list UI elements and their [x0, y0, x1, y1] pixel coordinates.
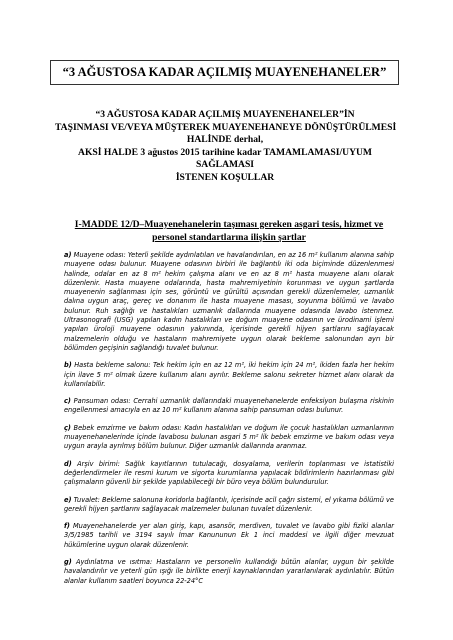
paragraph-label: g)	[64, 558, 72, 567]
paragraph-e	[64, 496, 394, 515]
paragraph-text: Hasta bekleme salonu: Tek hekim için en az 12 m², iki hekim için 24 m², ikiden fazla her hekim için ilave 5 m² olmak üzere kullanım alanı ayrılır. Bekleme salonu sekreter hizmet alanı olarak da kullanılabilir.	[64, 361, 394, 388]
paragraph-label: b)	[64, 361, 72, 370]
paragraph-g	[64, 558, 394, 586]
subtitle-line: HALİNDE derhal,	[186, 134, 264, 146]
document-subtitle	[55, 109, 395, 185]
paragraph-text: Aydınlatma ve ısıtma: Hastaların ve personelin kullandığı bütün alanlar, uygun bir şekilde havalandırılır ve yeterli gün ışığı ile birlikte enerji kaynaklarından yararlanılarak aydınlatılır. Bütün alanlar kullanım saatleri boyunca 22-24°C	[64, 558, 394, 585]
paragraph-label: d)	[64, 459, 72, 468]
paragraph-label: a)	[64, 251, 72, 259]
paragraph-label: f)	[64, 522, 70, 531]
paragraph-label: ç)	[64, 423, 71, 432]
paragraph-b	[64, 361, 394, 389]
paragraph-label: c)	[64, 397, 71, 406]
subtitle-line: TAŞINMASI VE/VEYA MÜŞTEREK MUAYENEHANEYE DÖNÜŞTÜRÜLMESİ	[55, 121, 397, 133]
paragraph-text: Tuvalet: Bekleme salonuna koridorla bağlantılı, içerisinde acil çağrı sistemi, el yıkama bölümü ve gerekli hijyen şartlarını sağlayacak malzemeler bulunan tuvalet düzenlenir.	[64, 495, 394, 513]
section-heading	[64, 219, 394, 244]
paragraph-text: Pansuman odası: Cerrahi uzmanlık dallarındaki muayenehanelerde enfeksiyon bulaşma riskinin engellenmesi amacıyla en az 10 m² kullanım alanına sahip pansuman odası bulunur.	[64, 397, 394, 415]
document-body	[64, 251, 394, 594]
section-heading-line: personel standartlarına ilişkin şartlar	[152, 231, 306, 243]
paragraph-text: Bebek emzirme ve bakım odası: Kadın hastalıkları ve doğum ile çocuk hastalıkları uzmanlarının muayenehanelerinde içinde lavabosu bulunan asgari 5 m² lik bebek emzirme ve bakım odası veya uygun arayla ayrılmış bölüm bulunur. Diğer uzmanlık dallarında aranmaz.	[64, 423, 394, 451]
subtitle-line: İSTENEN KOŞULLAR	[175, 171, 275, 183]
paragraph-c	[64, 397, 394, 416]
section-heading-line: I-MADDE 12/D–Muayenehanelerin taşıması gereken asgari tesis, hizmet ve	[74, 219, 384, 230]
paragraph-label: e)	[64, 495, 72, 504]
paragraph-d	[64, 460, 394, 488]
paragraph-text: Muayene odası: Yeterli şekilde aydınlatılan ve havalandırılan, en az 16 m² kullanım alanına sahip muayene odası bulunur. Muayene odasının birbiri ile bağlantılı iki oda biçiminde düzenlenmesi halinde, odalar en az 8 m² hekim çalışma alanı ve en az 8 m² hasta muayene alanı olarak düzenlenir. Hasta muayene odalarında, hasta mahremiyetinin korunması ve uygun şartlarda muayenenin sağlanması için ses, görüntü ve gürültü açısından gerekli düzenlemeler, uzmanlık dalına uygun araç, gereç ve donanım ile hasta muayene masası, soyunma bölümü ve lavabo bulunur. Ruh sağlığı ve hastalıkları uzmanlık dallarında muayene odasında lavabo istenmez. Ultrasonografi (USG) yapılan kadın hastalıkları ve doğum muayene odasının ve ürodinami işlemi yapılan üroloji muayene odasının yakınında, içerisinde gerekli hijyen şartlarını sağlayacak malzemelerin olduğu ve hastaların mahremiyete uygun olarak bekleme salonundan ayrı bir bölümden geçişinin sağlandığı tuvalet bulunur.	[64, 251, 394, 352]
paragraph-cc	[64, 424, 394, 452]
subtitle-line: AKSİ HALDE 3 ağustos 2015 tarihine kadar TAMAMLAMASI/UYUM	[78, 146, 372, 158]
paragraph-text: Muayenehanelerde yer alan giriş, kapı, asansör, merdiven, tuvalet ve lavabo gibi fiziki alanlar 3/5/1985 tarihli ve 3194 sayılı İmar Kanununun Ek 1 inci maddesi ve ilgili diğer mevzuat hükümlerine uygun olarak düzenlenir.	[64, 522, 394, 549]
paragraph-a	[64, 251, 394, 353]
paragraph-text: Arşiv birimi: Sağlık kayıtlarının tutulacağı, dosyalama, verilerin toplanması ve istatistiki değerlendirmeler ile resmi kurum ve sigorta kurumlarına yapılacak bildirimlerin hazırlanması gibi çalışmaların güvenli bir şekilde yapılabileceği bir büro veya bölüm bulundurulur.	[64, 459, 394, 487]
subtitle-line: “3 AĞUSTOSA KADAR AÇILMIŞ MUAYENEHANELER”İN	[95, 109, 355, 120]
subtitle-line: SAĞLAMASI	[195, 159, 255, 171]
paragraph-f	[64, 522, 394, 550]
document-title: “3 AĞUSTOSA KADAR AÇILMIŞ MUAYENEHANELER”	[50, 60, 399, 85]
